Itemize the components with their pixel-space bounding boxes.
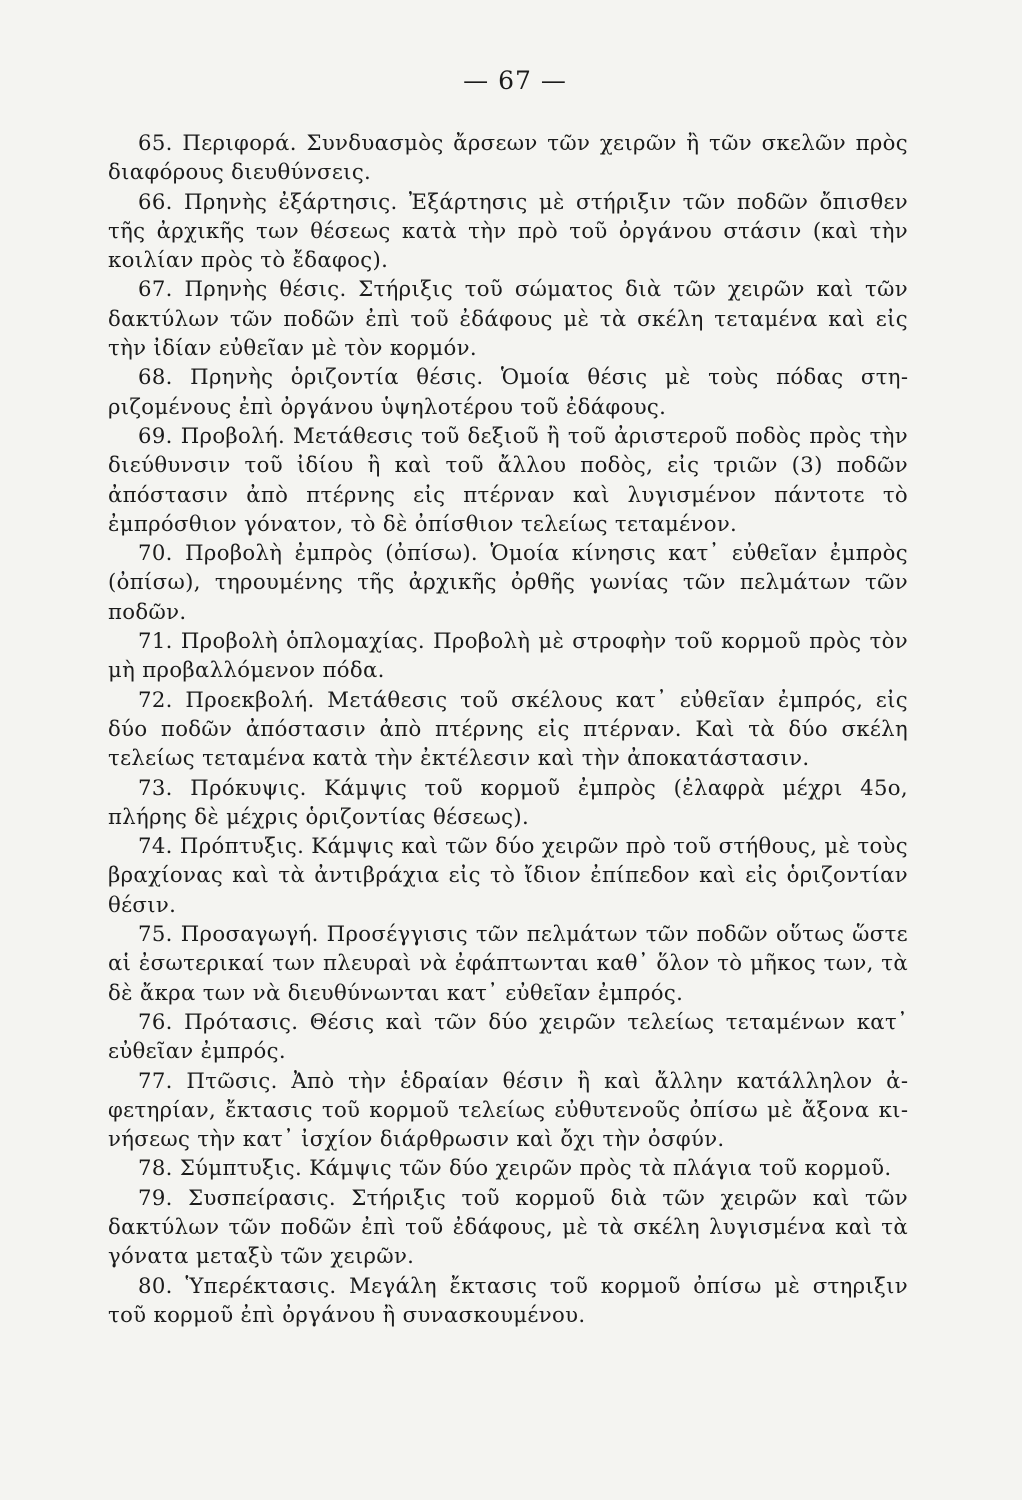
entry-definition: Ὁμοία θέσις μὲ τοὺς πόδας στηριζομένους ἐπὶ ὀργάνου ὑψηλοτέρου τοῦ ἐδάφους. (108, 364, 908, 419)
entry-74 (108, 831, 908, 919)
entry-number: 66. (138, 188, 173, 214)
entry-number: 79. (138, 1184, 173, 1210)
entry-number: 65. (138, 130, 173, 155)
entry-number: 80. (138, 1272, 173, 1298)
entry-number: 69. (138, 422, 173, 448)
entry-term: Πρηνὴς ἐξάρτησις. (184, 188, 398, 214)
entry-75 (108, 919, 908, 1007)
entry-number: 67. (138, 276, 173, 302)
entry-definition: Θέσις καὶ τῶν δύο χειρῶν τελείως τεταμένων κατ᾽ εὐθεῖαν ἐμπρός. (108, 1008, 908, 1064)
entry-definition: Συνδυασμὸς ἄρσεων τῶν χειρῶν ἢ τῶν σκελῶν πρὸς διαφόρους διευθύνσεις. (108, 130, 908, 185)
entry-number: 72. (138, 686, 173, 712)
entry-term: Περιφορά. (182, 130, 297, 155)
entry-term: Πρηνὴς ὁριζοντία θέσις. (190, 364, 484, 390)
entry-term: Προβολή. (180, 422, 286, 448)
entry-73 (108, 773, 908, 832)
entry-definition: Ἀπὸ τὴν ἑδραίαν θέσιν ἢ καὶ ἄλλην κατάλληλον ἀφετηρίαν, ἔκτασις τοῦ κορμοῦ τελείως εὐθυτενοῦς ὀπίσω μὲ ἄξονα κινήσεως τὴν κατ᾽ ἰσχίον διάρθρωσιν καὶ ὄχι τὴν ὀσφύν. (108, 1067, 908, 1152)
entry-definition: Ἐξάρτησις μὲ στήριξιν τῶν ποδῶν ὄπισθεν τῆς ἀρχικῆς των θέσεως κατὰ τὴν πρὸ τοῦ ὀργάνου στάσιν (καὶ τὴν κοιλίαν πρὸς τὸ ἔδαφος). (108, 188, 908, 273)
entry-66 (108, 187, 908, 275)
entry-definition: Κάμψις καὶ τῶν δύο χειρῶν πρὸ τοῦ στήθους, μὲ τοὺς βραχίονας καὶ τὰ ἀντιβράχια εἰς τὸ ἴδιον ἐπίπεδον καὶ εἰς ὁριζοντίαν θέσιν. (108, 833, 908, 917)
entry-definition: Μεγάλη ἔκτασις τοῦ κορμοῦ ὀπίσω μὲ στηριξιν τοῦ κορμοῦ ἐπὶ ὀργάνου ἢ συνασκουμένου. (108, 1272, 908, 1327)
entry-term: Συσπείρασις. (188, 1184, 336, 1210)
entry-76 (108, 1007, 908, 1066)
entry-term: Προεκβολή. (185, 686, 315, 712)
entry-number: 71. (138, 628, 173, 654)
entry-term: Πρόπτυξις. (179, 833, 305, 859)
entry-65 (108, 128, 908, 187)
entry-definition: Στήριξις τοῦ σώματος διὰ τῶν χειρῶν καὶ τῶν δακτύλων τῶν ποδῶν ἐπὶ τοῦ ἐδάφους μὲ τὰ σκέλη τεταμένα καὶ εἰς τὴν ἰδίαν εὐθεῖαν μὲ τὸν κορμόν. (108, 276, 908, 361)
entry-number: 76. (138, 1008, 173, 1034)
entry-number: 73. (138, 774, 173, 800)
entry-term: Πρηνὴς θέσις. (184, 276, 347, 302)
entry-72 (108, 685, 908, 773)
entry-68 (108, 362, 908, 421)
entry-term: Προσαγωγή. (180, 921, 319, 947)
entry-term: Προβολὴ ὁπλομαχίας. (180, 628, 425, 654)
entry-term: Ὑπερέκτασις. (185, 1272, 337, 1298)
entry-term: Πρότασις. (184, 1008, 299, 1034)
entry-definition: Μετάθεσις τοῦ δεξιοῦ ἢ τοῦ ἀριστεροῦ ποδὸς πρὸς τὴν διεύθυνσιν τοῦ ἰδίου ἢ καὶ τοῦ ἄλλου ποδὸς, εἰς τριῶν (3) ποδῶν ἀπόστασιν ἀπὸ πτέρνης εἰς πτέρναν καὶ λυγισμένον πάντοτε τὸ ἐμπρόσθιον γόνατον, τὸ δὲ ὀπίσθιον τελείως τεταμένον. (108, 422, 908, 536)
page-number: — 67 — (463, 66, 567, 95)
entry-number: 68. (138, 364, 173, 390)
entry-number: 75. (138, 921, 173, 947)
entry-definition: Στήριξις τοῦ κορμοῦ διὰ τῶν χειρῶν καὶ τῶν δακτύλων τῶν ποδῶν ἐπὶ τοῦ ἐδάφους, μὲ τὰ σκέλη λυγισμένα καὶ τὰ γόνατα μεταξὺ τῶν χειρῶν. (108, 1184, 908, 1269)
entry-69 (108, 421, 908, 538)
entry-number: 78. (138, 1155, 173, 1181)
entry-term: Πτῶσις. (186, 1067, 278, 1093)
entry-term: Πρόκυψις. (190, 774, 307, 800)
entry-definition: Κάμψις τοῦ κορμοῦ ἐμπρὸς (ἐλαφρὰ μέχρι 45ο, πλήρης δὲ μέχρις ὁριζοντίας θέσεως). (108, 774, 908, 829)
entry-definition: Ὁμοία κίνησις κατ᾽ εὐθεῖαν ἐμπρὸς (ὀπίσω), τηρουμένης τῆς ἀρχικῆς ὀρθῆς γωνίας τῶν πελμάτων τῶν ποδῶν. (108, 540, 908, 624)
entry-79 (108, 1183, 908, 1271)
entry-definition: Κάμψις τῶν δύο χειρῶν πρὸς τὰ πλάγια τοῦ κορμοῦ. (309, 1155, 892, 1181)
entry-definition: Προσέγγισις τῶν πελμάτων τῶν ποδῶν οὕτως ὥστε αἱ ἐσωτερικαί των πλευραὶ νὰ ἐφάπτωνται καθ᾽ ὅλον τὸ μῆκος των, τὰ δὲ ἄκρα των νὰ διευθύνωνται κατ᾽ εὐθεῖαν ἐμπρός. (108, 921, 908, 1005)
entry-term: Σύμπτυξις. (179, 1155, 303, 1181)
entry-definition: Μετάθεσις τοῦ σκέλους κατ᾽ εὐθεῖαν ἐμπρός, εἰς δύο ποδῶν ἀπόστασιν ἀπὸ πτέρνης εἰς πτέρναν. Καὶ τὰ δύο σκέλη τελείως τεταμένα κατὰ τὴν ἐκτέλεσιν καὶ τὴν ἀποκατάστασιν. (108, 686, 908, 771)
entry-78 (108, 1153, 908, 1182)
glossary-body (108, 128, 908, 1329)
entry-number: 70. (138, 540, 173, 566)
entry-67 (108, 274, 908, 362)
entry-77 (108, 1066, 908, 1154)
entry-number: 74. (138, 833, 173, 859)
entry-80 (108, 1271, 908, 1330)
entry-71 (108, 626, 908, 685)
entry-70 (108, 538, 908, 626)
entry-definition: Προβολὴ μὲ στροφὴν τοῦ κορμοῦ πρὸς τὸν μὴ προβαλλόμενον πόδα. (108, 628, 908, 683)
entry-number: 77. (138, 1067, 173, 1093)
entry-term: Προβολὴ ἐμπρὸς (ὀπίσω). (185, 540, 479, 566)
